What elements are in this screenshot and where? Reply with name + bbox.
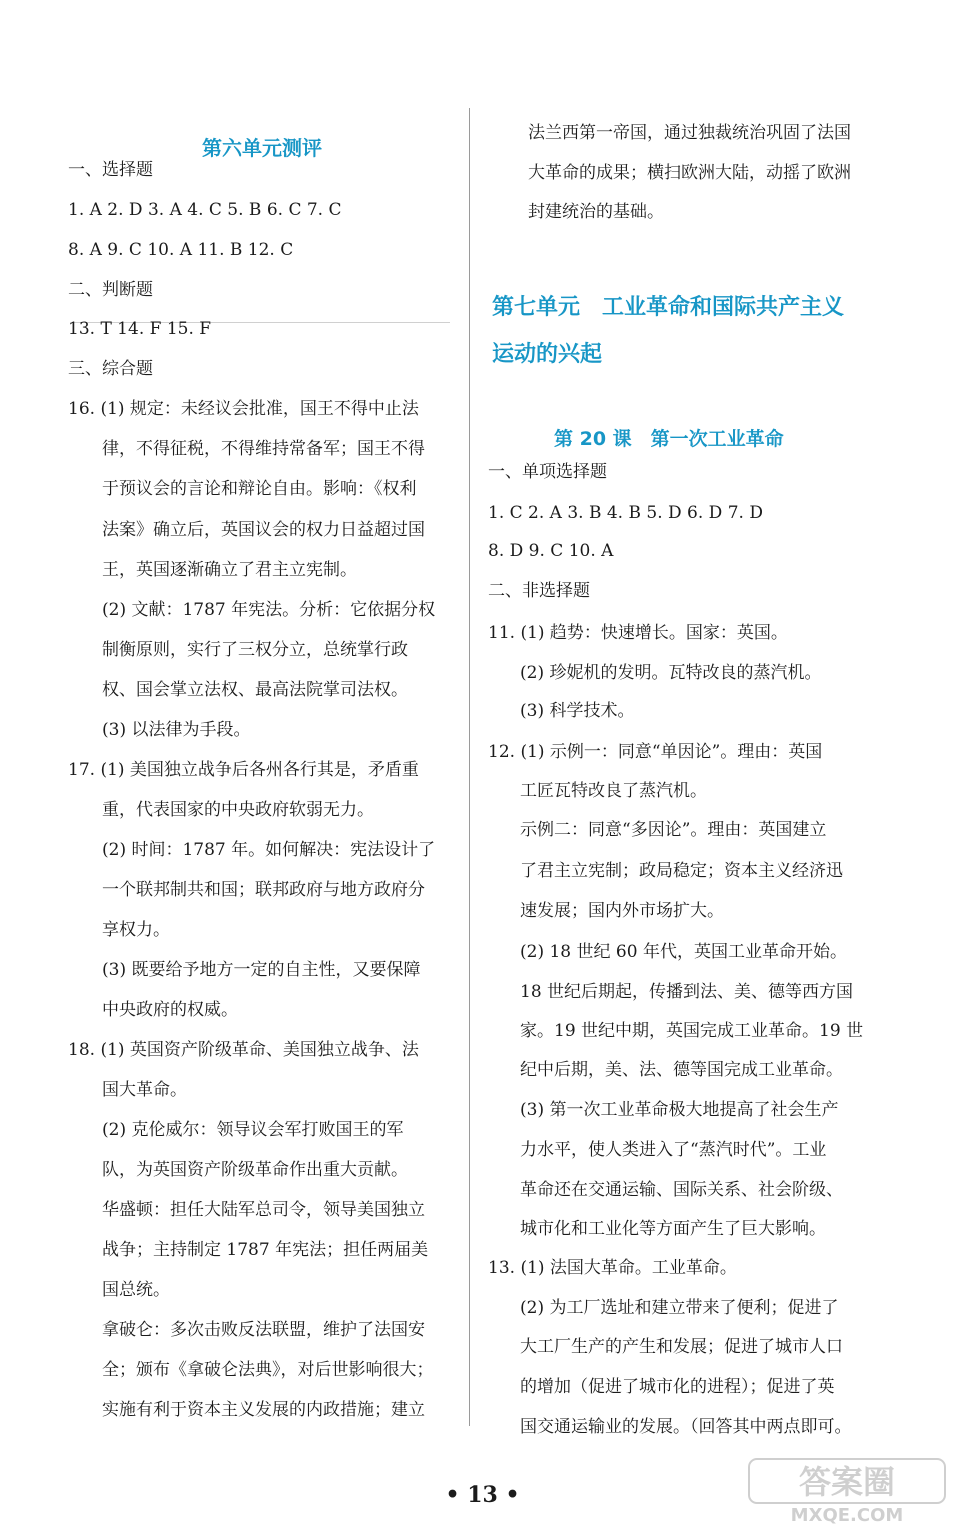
text-line: 18. (1) 英国资产阶级革命、美国独立战争、法: [68, 1040, 419, 1060]
text-line: 13. T 14. F 15. F: [68, 319, 212, 339]
column-divider: [469, 108, 470, 1426]
text-line: 工匠瓦特改良了蒸汽机。: [520, 781, 707, 801]
text-line: 制衡原则，实行了三权分立，总统掌行政: [102, 640, 408, 660]
text-line: 12. (1) 示例一：同意“单因论”。理由：英国: [488, 742, 823, 762]
text-line: 8. A 9. C 10. A 11. B 12. C: [68, 240, 294, 260]
text-line: 于预议会的言论和辩论自由。影响：《权利: [102, 479, 417, 499]
watermark-logo: [747, 1455, 947, 1525]
text-line: 二、非选择题: [488, 581, 590, 601]
text-line: 国大革命。: [102, 1080, 187, 1100]
text-line: 1. C 2. A 3. B 4. B 5. D 6. D 7. D: [488, 503, 763, 523]
text-line: 全；颁布《拿破仑法典》，对后世影响很大；: [102, 1360, 434, 1380]
text-line: 队，为英国资产阶级革命作出重大贡献。: [102, 1160, 408, 1180]
lesson-title: 第 20 课 第一次工业革命: [554, 428, 784, 450]
text-line: (3) 既要给予地方一定的自主性，又要保障: [102, 960, 421, 980]
text-line: 拿破仑：多次击败反法联盟，维护了法国安: [102, 1320, 425, 1340]
text-line: 力水平，使人类进入了“蒸汽时代”。工业: [520, 1140, 827, 1160]
text-line: 1. A 2. D 3. A 4. C 5. B 6. C 7. C: [68, 200, 342, 220]
text-line: 中央政府的权威。: [102, 1000, 238, 1020]
text-line: 家。19 世纪中期，英国完成工业革命。19 世: [520, 1021, 864, 1041]
text-line: 二、判断题: [68, 280, 153, 300]
text-line: 国总统。: [102, 1280, 170, 1300]
text-line: 一、选择题: [68, 160, 153, 180]
text-line: 13. (1) 法国大革命。工业革命。: [488, 1258, 737, 1278]
text-line: (2) 18 世纪 60 年代，英国工业革命开始。: [520, 942, 847, 962]
text-line: 城市化和工业化等方面产生了巨大影响。: [520, 1219, 826, 1239]
text-line: 战争；主持制定 1787 年宪法；担任两届美: [102, 1240, 429, 1260]
text-line: 示例二：同意“多因论”。理由：英国建立: [520, 820, 827, 840]
text-line: 大革命的成果；横扫欧洲大陆，动摇了欧洲: [528, 163, 851, 183]
text-line: 法案》确立后，英国议会的权力日益超过国: [102, 520, 425, 540]
text-line: 一、单项选择题: [488, 462, 607, 482]
text-line: (3) 科学技术。: [520, 701, 635, 721]
text-line: (2) 克伦威尔：领导议会军打败国王的军: [102, 1120, 404, 1140]
text-line: 重，代表国家的中央政府软弱无力。: [102, 800, 374, 820]
text-line: 国交通运输业的发展。（回答其中两点即可。: [520, 1417, 852, 1437]
text-line: 的增加（促进了城市化的进程）；促进了英: [520, 1377, 835, 1397]
text-line: 王，英国逐渐确立了君主立宪制。: [102, 560, 357, 580]
text-line: 17. (1) 美国独立战争后各州各行其是，矛盾重: [68, 760, 419, 780]
unit-title: 运动的兴起: [492, 342, 603, 367]
text-line: 一个联邦制共和国；联邦政府与地方政府分: [102, 880, 425, 900]
text-line: 法兰西第一帝国，通过独裁统治巩固了法国: [528, 123, 851, 143]
text-line: (2) 文献：1787 年宪法。分析：它依据分权: [102, 600, 436, 620]
section-heading: 第六单元测评: [202, 136, 322, 160]
text-line: 革命还在交通运输、国际关系、社会阶级、: [520, 1180, 843, 1200]
text-line: 18 世纪后期起，传播到法、美、德等西方国: [520, 982, 854, 1002]
text-line: (2) 为工厂选址和建立带来了便利；促进了: [520, 1298, 839, 1318]
text-line: 大工厂生产的产生和发展；促进了城市人口: [520, 1337, 843, 1357]
text-line: 纪中后期，美、法、德等国完成工业革命。: [520, 1060, 843, 1080]
text-line: (3) 第一次工业革命极大地提高了社会生产: [520, 1100, 839, 1120]
text-line: (2) 珍妮机的发明。瓦特改良的蒸汽机。: [520, 663, 822, 683]
text-line: 11. (1) 趋势：快速增长。国家：英国。: [488, 623, 788, 643]
text-line: 速发展；国内外市场扩大。: [520, 901, 724, 921]
text-line: 权、国会掌立法权、最高法院掌司法权。: [102, 680, 408, 700]
text-line: 封建统治的基础。: [528, 202, 664, 222]
text-line: 华盛顿：担任大陆军总司令，领导美国独立: [102, 1200, 425, 1220]
text-line: 三、综合题: [68, 359, 153, 379]
text-line: 16. (1) 规定：未经议会批准，国王不得中止法: [68, 399, 419, 419]
unit-title: 第七单元 工业革命和国际共产主义: [492, 295, 845, 320]
svg-text:答案圈: 答案圈: [798, 1463, 896, 1501]
text-line: (2) 时间：1787 年。如何解决：宪法设计了: [102, 840, 436, 860]
text-line: 8. D 9. C 10. A: [488, 541, 614, 561]
text-line: 享权力。: [102, 920, 170, 940]
page-number: • 13 •: [445, 1482, 520, 1508]
text-line: 了君主立宪制；政局稳定；资本主义经济迅: [520, 861, 843, 881]
svg-text:MXQE.COM: MXQE.COM: [790, 1505, 904, 1525]
text-line: 实施有利于资本主义发展的内政措施；建立: [102, 1400, 425, 1420]
text-line: (3) 以法律为手段。: [102, 720, 251, 740]
text-line: 律，不得征税，不得维持常备军；国王不得: [102, 439, 425, 459]
